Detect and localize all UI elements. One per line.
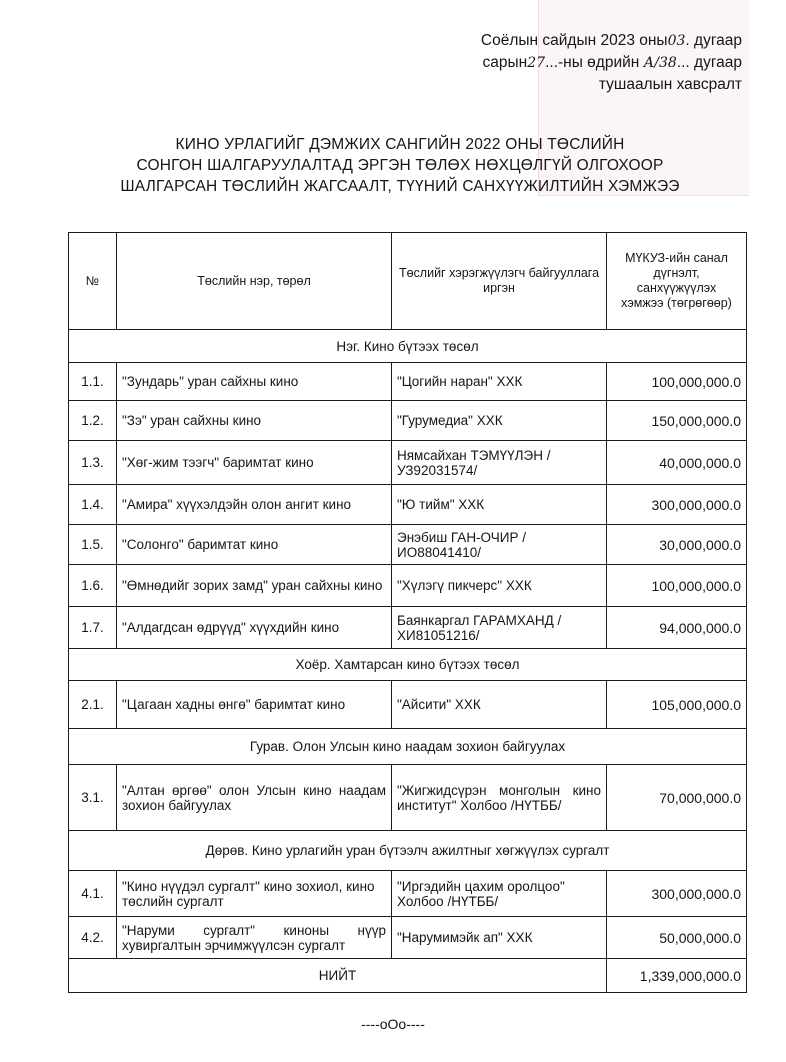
- footer-ornament: ----оОо----: [361, 1016, 425, 1032]
- row-implementer: Энэбиш ГАН-ОЧИР /ИО88041410/: [392, 525, 607, 565]
- row-num: 4.2.: [69, 917, 117, 959]
- row-amount: 100,000,000.0: [607, 565, 747, 607]
- table-row: [69, 681, 747, 729]
- row-amount: 50,000,000.0: [607, 917, 747, 959]
- handwritten-fill: 03: [667, 33, 686, 49]
- section-row: [69, 330, 747, 363]
- row-implementer: "Гурумедиа" ХХК: [392, 401, 607, 441]
- row-amount: 40,000,000.0: [607, 441, 747, 485]
- title-line-3: ШАЛГАРСАН ТӨСЛИЙН ЖАГСААЛТ, ТҮҮНИЙ САНХҮҮЖИЛТИЙН ХЭМЖЭЭ: [120, 178, 680, 195]
- row-project: "Зундарь" уран сайхны кино: [117, 363, 392, 401]
- row-num: 1.6.: [69, 565, 117, 607]
- header-num: №: [69, 233, 117, 330]
- total-row: [69, 959, 747, 993]
- row-amount: 105,000,000.0: [607, 681, 747, 729]
- title-line-1: КИНО УРЛАГИЙГ ДЭМЖИХ САНГИЙН 2022 ОНЫ ТӨСЛИЙН: [175, 136, 625, 153]
- projects-table: [68, 232, 747, 993]
- row-project: "Өмнөдийг зорих замд" уран сайхны кино: [117, 565, 392, 607]
- row-amount: 100,000,000.0: [607, 363, 747, 401]
- table-row: [69, 525, 747, 565]
- header-note-text: сарын: [482, 54, 528, 71]
- header-note-line-1: Соёлын сайдын 2023 оны03. дугаар: [480, 32, 742, 49]
- row-num: 1.1.: [69, 363, 117, 401]
- table-row: [69, 485, 747, 525]
- row-implementer: "Нарумимэйк ап" ХХК: [392, 917, 607, 959]
- header-note-line-3: тушаалын хавсралт: [598, 76, 742, 93]
- row-project: "Зэ" уран сайхны кино: [117, 401, 392, 441]
- table-row: [69, 871, 747, 917]
- header-note-text: дугаар: [694, 32, 742, 49]
- row-implementer: "Ю тийм" ХХК: [392, 485, 607, 525]
- header-note-text: -ны өдрийн: [558, 54, 640, 71]
- row-project: "Алдагдсан өдрүүд" хүүхдийн кино: [117, 607, 392, 649]
- table-row: [69, 363, 747, 401]
- row-project: "Солонго" баримтат кино: [117, 525, 392, 565]
- row-amount: 150,000,000.0: [607, 401, 747, 441]
- row-amount: 300,000,000.0: [607, 871, 747, 917]
- header-note-line-2: сарын27...-ны өдрийн А/38... дугаар: [482, 54, 742, 71]
- total-label: НИЙТ: [69, 959, 607, 993]
- table-row: [69, 565, 747, 607]
- row-num: 4.1.: [69, 871, 117, 917]
- row-num: 1.5.: [69, 525, 117, 565]
- document-title: [60, 134, 740, 197]
- section-title: Хоёр. Хамтарсан кино бүтээх төсөл: [69, 649, 747, 681]
- row-amount: 70,000,000.0: [607, 765, 747, 831]
- row-implementer: Нямсайхан ТЭМҮҮЛЭН /УЗ92031574/: [392, 441, 607, 485]
- row-num: 1.2.: [69, 401, 117, 441]
- section-row: [69, 729, 747, 765]
- table-row: [69, 765, 747, 831]
- row-num: 3.1.: [69, 765, 117, 831]
- section-row: [69, 649, 747, 681]
- row-implementer: "Хүлэгү пикчерс" ХХК: [392, 565, 607, 607]
- table-row: [69, 607, 747, 649]
- section-row: [69, 831, 747, 871]
- row-num: 1.4.: [69, 485, 117, 525]
- table-row: [69, 401, 747, 441]
- handwritten-fill: 27: [527, 55, 546, 71]
- header-project: Төслийн нэр, төрөл: [117, 233, 392, 330]
- table-row: [69, 917, 747, 959]
- header-note-text: Соёлын сайдын 2023 оны: [480, 32, 668, 49]
- handwritten-fill: А/38: [643, 55, 677, 71]
- header-note-text: дугаар: [694, 54, 742, 71]
- row-implementer: "Жигжидсүрэн монголын кино институт" Холбоо /НҮТББ/: [392, 765, 607, 831]
- total-amount: 1,339,000,000.0: [607, 959, 747, 993]
- row-project: "Наруми сургалт" киноны нүүр хувиргалтын эрчимжүүлсэн сургалт: [117, 917, 392, 959]
- header-amount: МҮКУЗ-ийн санал дүгнэлт, санхүүжүүлэх хэмжээ (төгрөгөөр): [607, 233, 747, 330]
- section-title: Гурав. Олон Улсын кино наадам зохион байгуулах: [69, 729, 747, 765]
- row-num: 2.1.: [69, 681, 117, 729]
- row-project: "Амира" хүүхэлдэйн олон ангит кино: [117, 485, 392, 525]
- header-implementer: Төслийг хэрэгжүүлэгч байгууллага иргэн: [392, 233, 607, 330]
- row-num: 1.3.: [69, 441, 117, 485]
- title-line-2: СОНГОН ШАЛГАРУУЛАЛТАД ЭРГЭН ТӨЛӨХ НӨХЦӨЛГҮЙ ОЛГОХООР: [136, 157, 664, 174]
- section-title: Дөрөв. Кино урлагийн уран бүтээлч ажилтныг хөгжүүлэх сургалт: [69, 831, 747, 871]
- table-row: [69, 441, 747, 485]
- row-implementer: "Иргэдийн цахим оролцоо" Холбоо /НҮТББ/: [392, 871, 607, 917]
- table-header-row: [69, 233, 747, 330]
- section-title: Нэг. Кино бүтээх төсөл: [69, 330, 747, 363]
- row-amount: 30,000,000.0: [607, 525, 747, 565]
- row-amount: 94,000,000.0: [607, 607, 747, 649]
- row-amount: 300,000,000.0: [607, 485, 747, 525]
- row-project: "Алтан өргөө" олон Улсын кино наадам зохион байгуулах: [117, 765, 392, 831]
- row-project: "Кино нүүдэл сургалт" кино зохиол, кино төслийн сургалт: [117, 871, 392, 917]
- row-project: "Цагаан хадны өнгө" баримтат кино: [117, 681, 392, 729]
- row-project: "Хөг-жим тээгч" баримтат кино: [117, 441, 392, 485]
- header-note: [402, 30, 742, 95]
- row-implementer: "Айсити" ХХК: [392, 681, 607, 729]
- row-implementer: Баянкаргал ГАРАМХАНД /ХИ81051216/: [392, 607, 607, 649]
- row-num: 1.7.: [69, 607, 117, 649]
- row-implementer: "Цогийн наран" ХХК: [392, 363, 607, 401]
